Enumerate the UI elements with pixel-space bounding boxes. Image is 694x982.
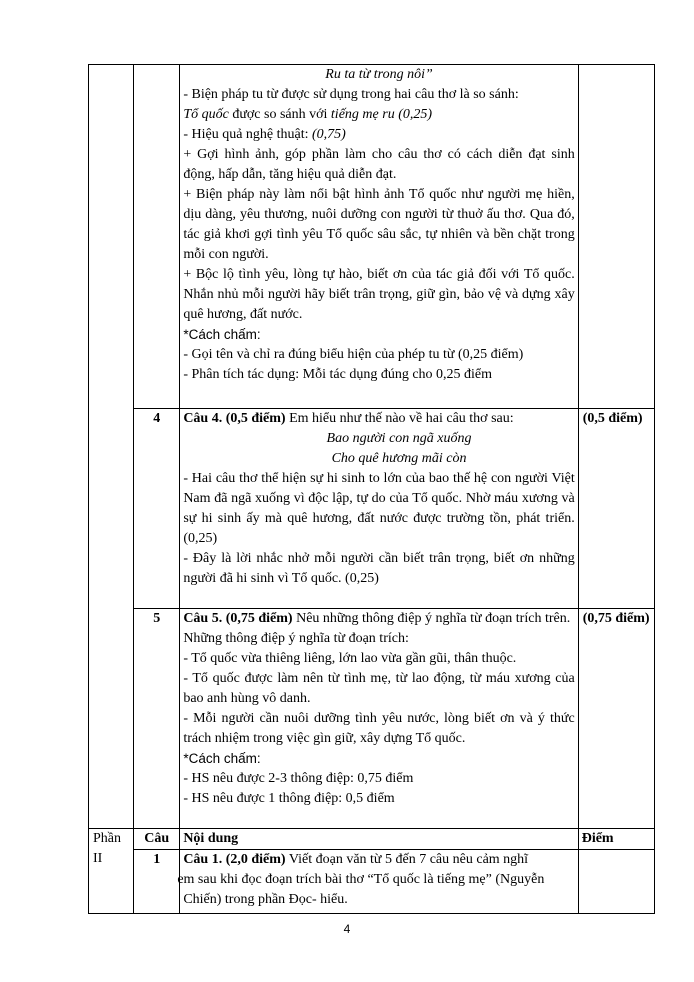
answer-line: Tổ quốc được so sánh với tiếng mẹ ru (0,25)	[183, 107, 433, 122]
column-header-score: Điểm	[581, 831, 614, 846]
table-row	[89, 65, 655, 409]
part-number: II	[93, 851, 103, 866]
answer-line: - Đây là lời nhắc nhở mỗi người cần biết trân trọng, biết ơn những người đã hi sinh vì Tổ quốc. (0,25)	[183, 551, 575, 586]
question-text: Câu 1. (2,0 điểm) Viết đoạn văn từ 5 đến 7 câu nêu cảm nghĩ	[183, 852, 529, 867]
part-cell	[89, 829, 134, 914]
question-number-cell	[134, 65, 180, 409]
table-row	[89, 850, 655, 914]
question-number: 5	[153, 611, 161, 626]
column-header-content: Nội dung	[183, 831, 239, 846]
answer-line: - Mỗi người cần nuôi dưỡng tình yêu nước, lòng biết ơn và ý thức trách nhiệm trong việc gìn giữ, xây dựng Tổ quốc.	[183, 711, 575, 746]
grading-label: *Cách chấm:	[183, 751, 261, 766]
verse-line: Bao người con ngã xuống	[326, 431, 472, 446]
question-text: em sau khi đọc đoạn trích bài thơ “Tổ quốc là tiếng mẹ” (Nguyễn	[177, 872, 545, 887]
answer-line: + Biện pháp này làm nổi bật hình ảnh Tổ quốc như người mẹ hiền, dịu dàng, yêu thương, nuôi dưỡng con người từ thuở ấu thơ. Qua đó, tác giả khơi gợi tình yêu Tổ quốc sâu sắc, tự nhiên và bền chặt trong mỗi con người.	[183, 187, 575, 262]
header-cell	[180, 829, 578, 850]
header-row	[89, 829, 655, 850]
header-cell	[134, 829, 180, 850]
content-cell	[180, 609, 578, 829]
question-number-cell	[134, 850, 180, 914]
score-cell	[578, 850, 654, 914]
grading-line: - Phân tích tác dụng: Mỗi tác dụng đúng cho 0,25 điểm	[183, 367, 493, 382]
answer-line: + Bộc lộ tình yêu, lòng tự hào, biết ơn của tác giả đối với Tổ quốc. Nhắn nhủ mỗi người hãy biết trân trọng, giữ gìn, bảo vệ và dựng xây quê hương, đất nước.	[183, 267, 575, 322]
grading-line: - Gọi tên và chỉ ra đúng biểu hiện của phép tu từ (0,25 điểm)	[183, 347, 524, 362]
answer-line: - Biện pháp tu từ được sử dụng trong hai câu thơ là so sánh:	[183, 87, 519, 102]
part-cell	[89, 65, 134, 829]
question-text: Chiến) trong phần Đọc- hiểu.	[183, 892, 348, 907]
question-text: Câu 4. (0,5 điểm) Em hiểu như thế nào về hai câu thơ sau:	[183, 411, 514, 426]
question-number: 1	[153, 852, 161, 867]
answer-line: - Tổ quốc vừa thiêng liêng, lớn lao vừa gần gũi, thân thuộc.	[183, 651, 517, 666]
score-cell	[578, 409, 654, 609]
part-label: Phần	[93, 831, 121, 846]
grading-label: *Cách chấm:	[183, 327, 261, 342]
question-number-cell	[134, 409, 180, 609]
column-header-question: Câu	[144, 831, 170, 846]
score-value: (0,75 điểm)	[582, 611, 650, 626]
grading-line: - HS nêu được 1 thông điệp: 0,5 điểm	[183, 791, 395, 806]
content-cell	[180, 409, 578, 609]
answer-line: + Gợi hình ảnh, góp phần làm cho câu thơ có cách diễn đạt sinh động, hấp dẫn, tăng hiệu quả diễn đạt.	[183, 147, 575, 182]
score-cell	[578, 65, 654, 409]
answer-line: Những thông điệp ý nghĩa từ đoạn trích:	[183, 631, 409, 646]
page-number: 4	[343, 922, 351, 936]
score-value: (0,5 điểm)	[582, 411, 643, 426]
verse-line: Ru ta từ trong nôi”	[325, 67, 433, 82]
grading-line: - HS nêu được 2-3 thông điệp: 0,75 điểm	[183, 771, 414, 786]
answer-line: - Hai câu thơ thể hiện sự hi sinh to lớn của bao thế hệ con người Việt Nam đã ngã xuống vì độc lập, tự do của Tổ quốc. Nhờ máu xương và sự hi sinh ấy mà quê hương, đất nước được trường tồn, phát triển. (0,25)	[183, 471, 575, 546]
answer-line: - Tổ quốc được làm nên từ tình mẹ, từ lao động, từ máu xương của bao anh hùng vô danh.	[183, 671, 575, 706]
answer-table	[88, 64, 655, 914]
table-row	[89, 409, 655, 609]
content-cell	[177, 850, 578, 914]
question-number: 4	[153, 411, 161, 426]
question-number-cell	[134, 609, 180, 829]
content-cell	[180, 65, 578, 409]
answer-line: - Hiệu quả nghệ thuật: (0,75)	[183, 127, 346, 142]
score-cell	[578, 609, 654, 829]
verse-line: Cho quê hương mãi còn	[331, 451, 467, 466]
header-cell	[578, 829, 654, 850]
table-row	[89, 609, 655, 829]
question-text: Câu 5. (0,75 điểm) Nêu những thông điệp ý nghĩa từ đoạn trích trên.	[183, 611, 571, 626]
